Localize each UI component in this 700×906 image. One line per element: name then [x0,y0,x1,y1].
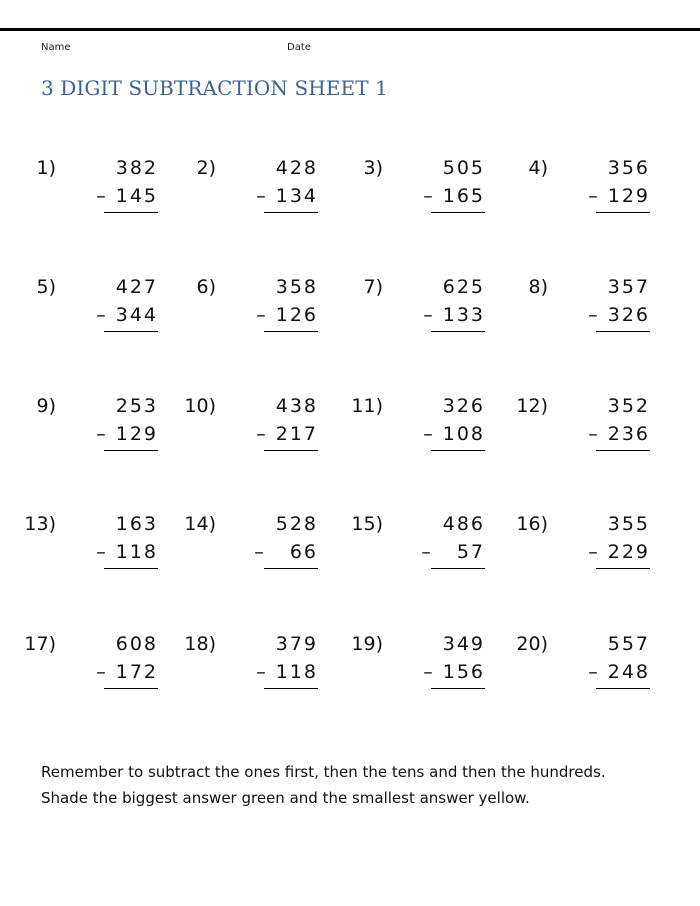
answer-line [596,450,650,451]
answer-line [596,331,650,332]
instructions [41,759,681,811]
subtrahend: – 108 [423,423,485,445]
answer-line [264,568,318,569]
answer-line [104,450,158,451]
problem-number: 10) [184,395,216,417]
problem-1 [18,156,158,226]
answer-line [264,450,318,451]
subtrahend: – 217 [256,423,318,445]
minuend: 427 [115,276,158,298]
minuend: 557 [607,633,650,655]
problem-number: 3) [363,157,383,179]
problem-number: 17) [24,633,56,655]
problem-number: 16) [516,513,548,535]
date-label: Date [287,42,311,53]
problem-15 [345,512,485,582]
problem-18 [178,632,318,702]
subtrahend: – 134 [256,185,318,207]
problem-number: 2) [196,157,216,179]
problem-number: 11) [351,395,383,417]
problem-7 [345,275,485,345]
subtrahend: – 118 [96,541,158,563]
problem-11 [345,394,485,464]
sheet-title: 3 DIGIT SUBTRACTION SHEET 1 [41,76,388,100]
problem-number: 9) [36,395,56,417]
answer-line [431,688,485,689]
answer-line [264,212,318,213]
minuend: 528 [275,513,318,535]
answer-line [431,450,485,451]
subtrahend: – 229 [588,541,650,563]
answer-line [264,331,318,332]
problem-16 [510,512,650,582]
minuend: 428 [275,157,318,179]
minuend: 505 [442,157,485,179]
answer-line [431,331,485,332]
problem-number: 6) [196,276,216,298]
subtrahend: – 129 [96,423,158,445]
answer-line [596,212,650,213]
subtrahend: – 248 [588,661,650,683]
subtrahend: – 118 [256,661,318,683]
minuend: 326 [442,395,485,417]
problem-3 [345,156,485,226]
minuend: 356 [607,157,650,179]
minuend: 349 [442,633,485,655]
answer-line [104,331,158,332]
problem-19 [345,632,485,702]
subtrahend: – 57 [421,541,485,563]
problem-number: 7) [363,276,383,298]
subtrahend: – 133 [423,304,485,326]
problem-8 [510,275,650,345]
problem-17 [18,632,158,702]
minuend: 253 [115,395,158,417]
problem-13 [18,512,158,582]
subtrahend: – 326 [588,304,650,326]
instruction-line-1: Remember to subtract the ones first, then the tens and then the hundreds. [41,763,606,781]
problem-14 [178,512,318,582]
minuend: 358 [275,276,318,298]
instruction-line-2: Shade the biggest answer green and the smallest answer yellow. [41,789,530,807]
answer-line [104,688,158,689]
problem-number: 1) [36,157,56,179]
problem-number: 19) [351,633,383,655]
top-rule [0,28,700,31]
subtrahend: – 156 [423,661,485,683]
answer-line [596,568,650,569]
problem-number: 18) [184,633,216,655]
subtrahend: – 165 [423,185,485,207]
problem-number: 5) [36,276,56,298]
problem-number: 15) [351,513,383,535]
minuend: 382 [115,157,158,179]
answer-line [596,688,650,689]
problem-6 [178,275,318,345]
subtrahend: – 66 [254,541,318,563]
minuend: 438 [275,395,318,417]
minuend: 163 [115,513,158,535]
problem-number: 14) [184,513,216,535]
minuend: 357 [607,276,650,298]
problem-number: 8) [528,276,548,298]
problem-5 [18,275,158,345]
minuend: 625 [442,276,485,298]
problem-number: 20) [516,633,548,655]
problem-9 [18,394,158,464]
problem-2 [178,156,318,226]
subtrahend: – 145 [96,185,158,207]
problem-12 [510,394,650,464]
problem-10 [178,394,318,464]
answer-line [431,212,485,213]
minuend: 379 [275,633,318,655]
minuend: 355 [607,513,650,535]
subtrahend: – 129 [588,185,650,207]
answer-line [104,568,158,569]
minuend: 608 [115,633,158,655]
subtrahend: – 126 [256,304,318,326]
minuend: 486 [442,513,485,535]
subtrahend: – 172 [96,661,158,683]
problem-4 [510,156,650,226]
answer-line [431,568,485,569]
answer-line [264,688,318,689]
subtrahend: – 236 [588,423,650,445]
problem-20 [510,632,650,702]
subtrahend: – 344 [96,304,158,326]
minuend: 352 [607,395,650,417]
name-label: Name [41,42,71,53]
problem-number: 4) [528,157,548,179]
answer-line [104,212,158,213]
problem-number: 12) [516,395,548,417]
problem-number: 13) [24,513,56,535]
